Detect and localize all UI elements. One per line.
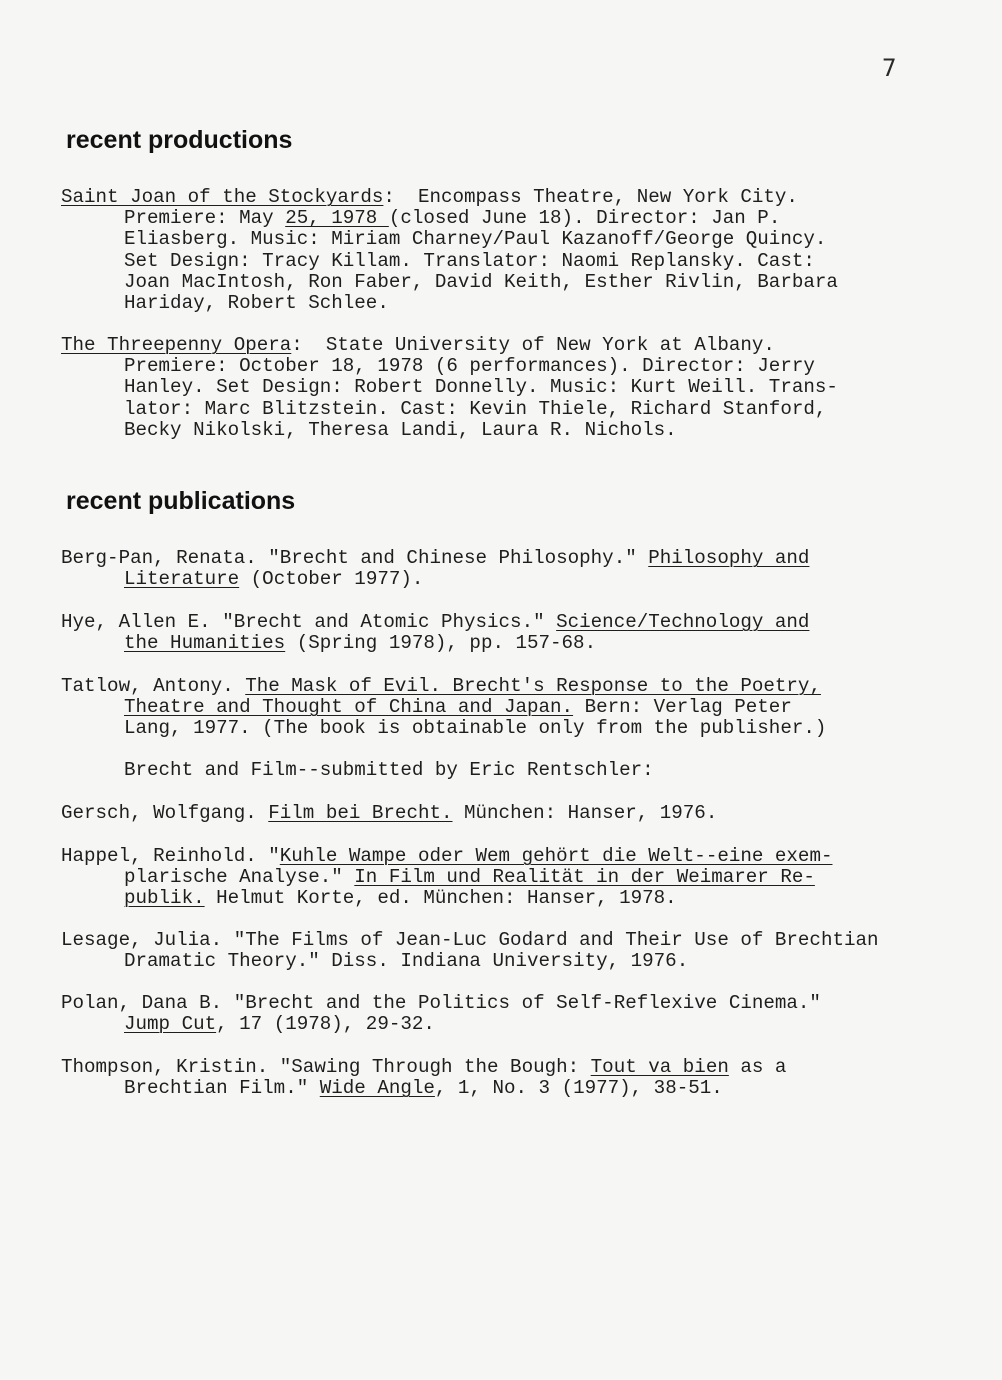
production-venue: : State University of New York at Albany. [291,334,775,356]
publication-entry-polan [61,993,976,1035]
citation-text: (October 1977). [239,568,424,591]
journal-title: Science/Technology and [556,611,810,633]
production-credits-line: Set Design: Tracy Killam. Translator: Naomi Replansky. Cast: [124,249,815,272]
citation-text: plarische Analyse." [124,866,355,889]
book-title: In Film und Realität in der Weimarer Re- [354,866,815,889]
production-title: The Threepenny Opera [61,334,292,356]
citation-text: Dramatic Theory." Diss. Indiana University, 1976. [124,950,689,973]
production-entry-threepenny [61,335,976,441]
premiere-date: 25, 1978 [285,207,389,230]
article-title: Kuhle Wampe oder Wem gehört die Welt--eine exem- [279,845,833,867]
citation-text: Hye, Allen E. "Brecht and Atomic Physics." [61,611,557,633]
citation-text: Berg-Pan, Renata. "Brecht and Chinese Philosophy." [61,547,649,569]
film-subheading [61,760,976,781]
recent-productions-heading: recent productions [66,126,293,154]
book-title: Theatre and Thought of China and Japan. [124,696,574,719]
book-title: Film bei Brecht. [268,802,453,824]
book-title: publik. [124,887,205,910]
citation-text: (Spring 1978), pp. 157-68. [285,632,597,655]
journal-title: Jump Cut [124,1013,217,1036]
citation-text: , 1, No. 3 (1977), 38-51. [434,1077,723,1100]
production-title: Saint Joan of the Stockyards [61,186,384,208]
production-venue: : Encompass Theatre, New York City. [383,186,798,208]
publication-entry-tatlow [61,676,976,740]
journal-title: Wide Angle [319,1077,435,1100]
citation-text: Bern: Verlag Peter [573,696,792,719]
production-cast-line: lator: Marc Blitzstein. Cast: Kevin Thiele, Richard Stanford, [124,397,827,420]
production-credits-line: Hanley. Set Design: Robert Donnelly. Music: Kurt Weill. Trans- [124,376,838,399]
citation-text: Gersch, Wolfgang. [61,802,269,824]
production-cast-line: Hariday, Robert Schlee. [124,291,389,314]
book-title: The Mask of Evil. Brecht's Response to the Poetry, [245,675,821,697]
citation-text: Happel, Reinhold. " [61,845,280,867]
publication-entry-hye [61,612,976,654]
film-title: Tout va bien [590,1056,729,1078]
journal-title: the Humanities [124,632,286,655]
publication-entry-thompson [61,1057,976,1099]
citation-text: as a [728,1056,787,1078]
production-entry-saint-joan [61,187,976,314]
citation-text: Thompson, Kristin. "Sawing Through the Bough: [61,1056,591,1078]
production-premiere-line: Premiere: October 18, 1978 (6 performances). Director: Jerry [124,355,815,378]
publication-entry-lesage [61,930,976,972]
journal-title: Literature [124,568,240,591]
production-cast-line: Becky Nikolski, Theresa Landi, Laura R. Nichols. [124,418,677,441]
citation-text: Polan, Dana B. "Brecht and the Politics of Self-Reflexive Cinema." [61,992,821,1014]
page-number: 7 [882,54,897,82]
premiere-text: Premiere: May [124,207,286,230]
citation-text: Lang, 1977. (The book is obtainable only from the publisher.) [124,717,827,740]
citation-text: Lesage, Julia. "The Films of Jean-Luc Godard and Their Use of Brechtian [61,929,879,951]
journal-title: Philosophy and [648,547,810,569]
publication-entry-bergpan [61,548,976,590]
citation-text: Helmut Korte, ed. München: Hanser, 1978. [204,887,677,910]
publication-entry-gersch [61,803,976,824]
publication-entry-happel [61,846,976,910]
premiere-rest: (closed June 18). Director: Jan P. [388,207,781,230]
recent-publications-heading: recent publications [66,487,296,515]
production-credits-line: Eliasberg. Music: Miriam Charney/Paul Kazanoff/George Quincy. [124,228,827,251]
citation-text: München: Hanser, 1976. [452,802,718,824]
citation-text: Brechtian Film." [124,1077,320,1100]
film-subheading-text: Brecht and Film--submitted by Eric Rentschler: [124,759,654,781]
production-cast-line: Joan MacIntosh, Ron Faber, David Keith, Esther Rivlin, Barbara [124,270,838,293]
citation-text: Tatlow, Antony. [61,675,246,697]
citation-text: , 17 (1978), 29-32. [216,1013,435,1036]
